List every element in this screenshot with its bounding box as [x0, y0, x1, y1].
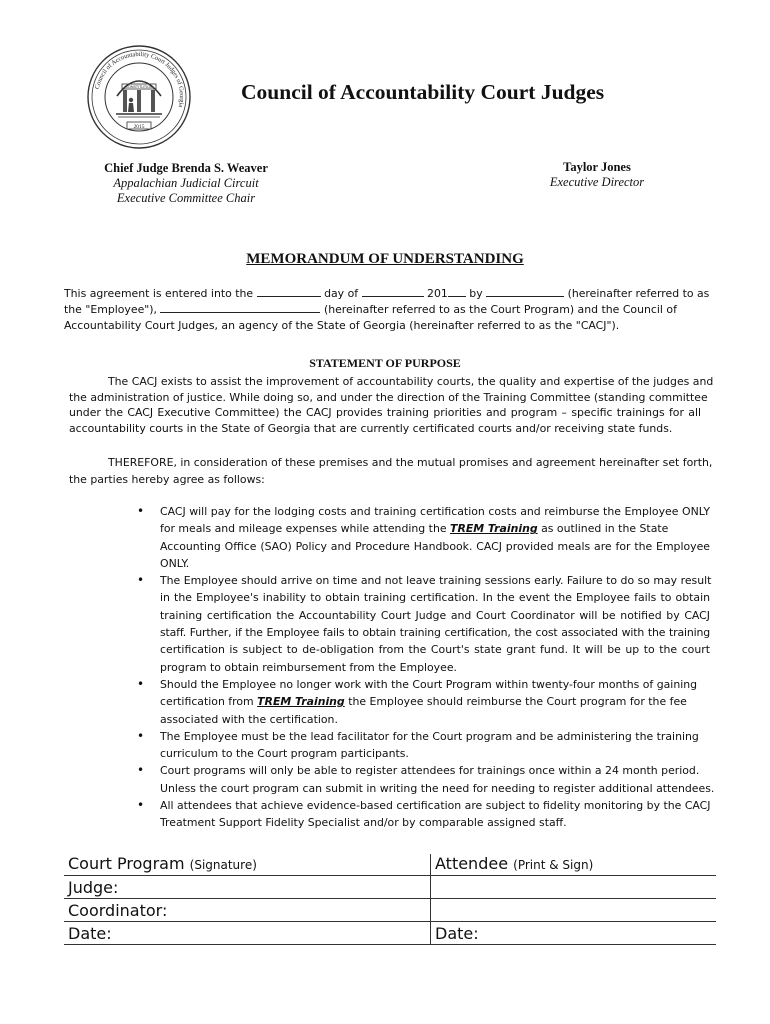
seal-inner-text: CONSTITUTION — [125, 85, 153, 89]
term-item: • The Employee must be the lead facilitator for the Court program and be administering the training curriculum to the Court program participants. — [160, 728, 710, 763]
seal-year: 2015 — [133, 124, 145, 130]
employee-blank[interactable] — [160, 302, 320, 313]
chief-judge-block — [72, 161, 300, 206]
court-date-field[interactable]: Date: — [64, 922, 431, 945]
by-blank[interactable] — [486, 286, 564, 297]
therefore-paragraph — [69, 454, 713, 488]
purpose-line: the administration of justice. While doing so, and under the direction of the Training Committee (standing committee — [69, 390, 708, 404]
purpose-line: under the CACJ Executive Committee) the CACJ provides training priorities and program – specific trainings for all — [69, 406, 701, 419]
term-item: • All attendees that achieve evidence-based certification are subject to fidelity monitoring by the CACJ Treatment Support Fidelity Specialist and/or by comparable assigned staff. — [160, 797, 710, 832]
director-name: Taylor Jones — [563, 160, 631, 174]
attendee-header: Attendee (Print & Sign) — [431, 854, 717, 876]
executive-director-block — [516, 160, 678, 190]
chief-judge-circuit: Appalachian Judicial Circuit — [113, 176, 259, 190]
intro-text: the "Employee"), — [64, 303, 158, 316]
term-item: • The Employee should arrive on time and not leave training sessions early. Failure to do so may result in the Employee's inability to obtain training certification. In the event the Employee fails to obtain training certification the Accountability Court Judge and Court Coordinator will be notified by CACJ staff. Further, if the Employee fails to obtain training certification, the cost associated with the training certification is subject to de-obligation from the Court's state grant fund. It will be up to the court program to obtain reimbursement from the Employee. — [160, 572, 710, 676]
intro-text: (hereinafter referred to as — [567, 287, 710, 300]
signature-table — [64, 854, 716, 945]
georgia-seal-logo — [86, 44, 192, 150]
intro-text: Accountability Court Judges, an agency of the State of Georgia (hereinafter referred to as the "CACJ"). — [64, 319, 620, 332]
intro-text: day of — [324, 287, 359, 300]
year-blank[interactable] — [448, 286, 466, 297]
trem-training-emphasis: TREM Training — [450, 522, 538, 536]
seal-ring-text: Council of Accountability Court Judges of Georgia — [93, 50, 186, 108]
attendee-signature-field[interactable] — [431, 876, 717, 899]
term-item: • Court programs will only be able to register attendees for trainings once within a 24 month period. Unless the court program can submit in writing the need for needing to register additional attendees. — [160, 762, 710, 797]
memo-title: MEMORANDUM OF UNDERSTANDING — [246, 251, 524, 267]
intro-text: 201 — [427, 287, 448, 300]
day-blank[interactable] — [257, 286, 321, 297]
intro-text: This agreement is entered into the — [64, 287, 254, 300]
therefore-line: THEREFORE, in consideration of these premises and the mutual promises and agreement hereinafter set forth, — [108, 456, 713, 469]
judge-signature-field[interactable]: Judge: — [64, 876, 431, 899]
month-blank[interactable] — [362, 286, 424, 297]
intro-text: by — [469, 287, 483, 300]
therefore-line: the parties hereby agree as follows: — [69, 473, 265, 486]
agreement-intro — [64, 286, 714, 334]
term-item: • CACJ will pay for the lodging costs and training certification costs and reimburse the Employee ONLY for meals and mileage expenses while attending the TREM Training as outlined in the State Accounting Office (SAO) Policy and Procedure Handbook. CACJ provided meals are for the Employee ONLY. — [160, 503, 710, 572]
term-item: • Should the Employee no longer work with the Court Program within twenty-four months of gaining certification from TREM Training the Employee should reimburse the Court program for the fee associated with the certification. — [160, 676, 710, 728]
court-program-header: Court Program (Signature) — [64, 854, 431, 876]
coordinator-signature-field[interactable]: Coordinator: — [64, 899, 431, 922]
purpose-line: The CACJ exists to assist the improvement of accountability courts, the quality and expertise of the judges and — [108, 375, 714, 388]
purpose-heading: STATEMENT OF PURPOSE — [309, 356, 461, 370]
council-title: Council of Accountability Court Judges — [241, 80, 605, 104]
director-title: Executive Director — [549, 175, 645, 189]
trem-training-emphasis: TREM Training — [257, 695, 345, 709]
purpose-paragraph — [69, 374, 714, 436]
attendee-date-field[interactable]: Date: — [431, 922, 717, 945]
terms-list — [160, 503, 715, 832]
intro-text: (hereinafter referred to as the Court Program) and the Council of — [323, 303, 677, 316]
chief-judge-role: Executive Committee Chair — [116, 191, 256, 205]
chief-judge-name: Chief Judge Brenda S. Weaver — [104, 161, 268, 175]
attendee-print-field[interactable] — [431, 899, 717, 922]
purpose-line: accountability courts in the State of Georgia that are currently certificated courts and/or receiving state funds. — [69, 421, 673, 435]
